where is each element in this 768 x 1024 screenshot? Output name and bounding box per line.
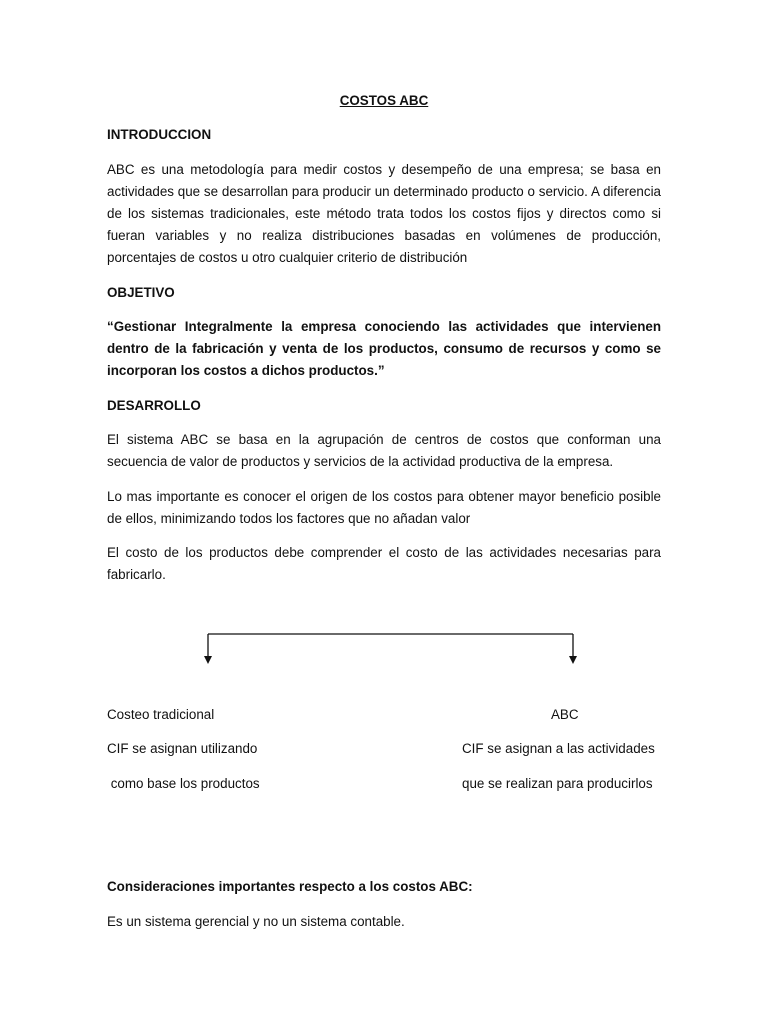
heading-desarrollo: DESARROLLO: [107, 398, 201, 413]
paragraph-consideraciones: Es un sistema gerencial y no un sistema contable.: [107, 914, 405, 929]
heading-consideraciones: Consideraciones importantes respecto a los costos ABC:: [107, 879, 473, 894]
heading-introduccion: INTRODUCCION: [107, 127, 212, 142]
arrow-down-left-icon: [204, 656, 212, 664]
comparison-right-line-1: CIF se asignan a las actividades: [462, 741, 655, 756]
paragraph-desarrollo-3: El costo de los productos debe comprender el costo de las actividades necesarias para fabricarlo.: [107, 545, 661, 582]
heading-objetivo: OBJETIVO: [107, 285, 175, 300]
paragraph-objetivo: “Gestionar Integralmente la empresa conociendo las actividades que intervienen dentro de la fabricación y venta de los productos, consumo de recursos y como se incorporan los costos a dichos productos.”: [107, 319, 661, 378]
comparison-left-line-1: CIF se asignan utilizando: [107, 741, 258, 756]
document-title: COSTOS ABC: [339, 93, 429, 108]
comparison-left-title: Costeo tradicional: [107, 707, 215, 722]
comparison-left-line-2: como base los productos: [107, 776, 260, 791]
comparison-right-line-2: que se realizan para producirlos: [462, 776, 653, 791]
paragraph-desarrollo-2: Lo mas importante es conocer el origen de los costos para obtener mayor beneficio posible de ellos, minimizando todos los factores que no añadan valor: [107, 489, 661, 526]
paragraph-introduccion: ABC es una metodología para medir costos y desempeño de una empresa; se basa en actividades que se desarrollan para producir un determinado producto o servicio. A diferencia de los sistemas tradicionales, este método trata todos los costos fijos y directos como si fueran variables y no realiza distribuciones basadas en volúmenes de producción, porcentajes de costos u otro cualquier criterio de distribución: [107, 162, 661, 265]
comparison-right-title: ABC: [551, 707, 579, 722]
arrow-down-right-icon: [569, 656, 577, 664]
branch-arrow-diagram: [200, 628, 580, 670]
paragraph-desarrollo-1: El sistema ABC se basa en la agrupación de centros de costos que conforman una secuencia de valor de productos y servicios de la actividad productiva de la empresa.: [107, 432, 661, 469]
